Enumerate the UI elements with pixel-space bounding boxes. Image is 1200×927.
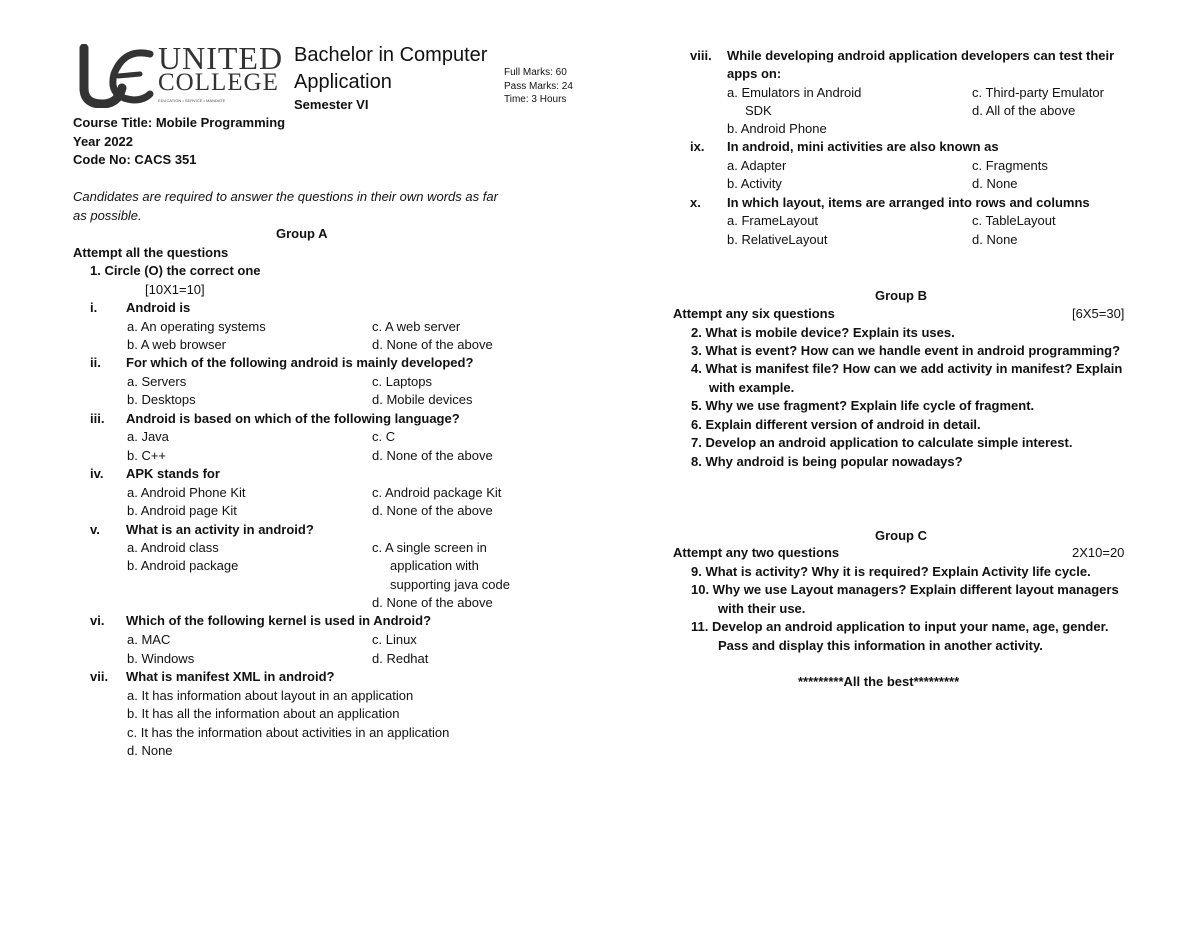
option-d: d. None (972, 232, 1018, 247)
group-a-attempt: Attempt all the questions (73, 245, 229, 260)
option-a: a. Android Phone Kit (127, 485, 246, 500)
group-b-title: Group B (875, 288, 927, 303)
logo-line-united: UNITED (158, 40, 284, 76)
option-b: b. Android Phone (727, 121, 827, 136)
question-text: In which layout, items are arranged into rows and columns (727, 195, 1090, 210)
question-text: Which of the following kernel is used in Android? (126, 613, 432, 628)
option-b: b. C++ (127, 448, 167, 463)
option-a: a. Emulators in Android (727, 85, 862, 100)
question-text-cont: apps on: (727, 66, 782, 81)
option-b: b. Android page Kit (127, 503, 237, 518)
semester-label: Semester VI (294, 97, 369, 112)
option-c: c. C (372, 429, 396, 444)
question-num: ix. (690, 139, 705, 154)
option-d: d. None of the above (372, 448, 493, 463)
option-c-cont: supporting java code (390, 577, 510, 592)
logo-tagline: EDUCATION • SERVICE • MANDATE (158, 98, 226, 103)
group-c-question: 9. What is activity? Why it is required? Explain Activity life cycle. (691, 564, 1091, 579)
option-c: c. A web server (372, 319, 461, 334)
option-b: b. RelativeLayout (727, 232, 828, 247)
group-b-question: 7. Develop an android application to calculate simple interest. (691, 435, 1073, 450)
option-d: d. All of the above (972, 103, 1076, 118)
question-num: x. (690, 195, 701, 210)
instructions-line2: as possible. (73, 208, 142, 223)
group-b-question: 2. What is mobile device? Explain its uses. (691, 325, 955, 340)
group-b-marks: [6X5=30] (1072, 306, 1125, 321)
group-b-question: 8. Why android is being popular nowadays? (691, 454, 963, 469)
group-c-title: Group C (875, 528, 927, 543)
question-text: For which of the following android is mainly developed? (126, 355, 474, 370)
college-emblem-icon (78, 44, 154, 108)
option-c: c. TableLayout (972, 213, 1056, 228)
group-c-question: 10. Why we use Layout managers? Explain different layout managers (691, 582, 1119, 597)
option-b: b. Desktops (127, 392, 196, 407)
group-b-question: 6. Explain different version of android in detail. (691, 417, 981, 432)
option-d: d. Redhat (372, 651, 429, 666)
option-d: d. None of the above (372, 595, 493, 610)
group-a-q1: 1. Circle (O) the correct one (90, 263, 261, 278)
option-c: c. It has the information about activities in an application (127, 725, 450, 740)
option-b: b. It has all the information about an application (127, 706, 400, 721)
question-text: Android is (126, 300, 191, 315)
option-c-cont: application with (390, 558, 479, 573)
group-c-attempt: Attempt any two questions (673, 545, 840, 560)
option-a: a. MAC (127, 632, 171, 647)
question-text: While developing android application developers can test their (727, 48, 1115, 63)
question-text: Android is based on which of the following language? (126, 411, 460, 426)
question-num: ii. (90, 355, 101, 370)
course-title: Course Title: Mobile Programming (73, 115, 286, 130)
group-b-question: 3. What is event? How can we handle event in android programming? (691, 343, 1121, 358)
option-c: c. Laptops (372, 374, 432, 389)
program-title-line1: Bachelor in Computer (294, 44, 488, 66)
option-c: c. Third-party Emulator (972, 85, 1104, 100)
option-a: a. Adapter (727, 158, 787, 173)
option-d: d. Mobile devices (372, 392, 473, 407)
group-c-question: 11. Develop an android application to input your name, age, gender. (691, 619, 1109, 634)
question-num: vii. (90, 669, 109, 684)
option-d: d. None of the above (372, 337, 493, 352)
closing-wish: *********All the best********* (798, 674, 960, 689)
group-c-question-cont: with their use. (718, 601, 806, 616)
college-logo (78, 40, 284, 108)
time-allowed: Time: 3 Hours (504, 94, 567, 105)
question-num: i. (90, 300, 98, 315)
option-b: b. Android package (127, 558, 239, 573)
option-a: a. Android class (127, 540, 219, 555)
option-a: a. It has information about layout in an application (127, 688, 414, 703)
course-code: Code No: CACS 351 (73, 152, 197, 167)
option-a: a. FrameLayout (727, 213, 819, 228)
option-a-cont: SDK (745, 103, 772, 118)
group-c-question-cont: Pass and display this information in another activity. (718, 638, 1043, 653)
option-b: b. A web browser (127, 337, 226, 352)
group-b-question: 5. Why we use fragment? Explain life cycle of fragment. (691, 398, 1035, 413)
option-b: b. Activity (727, 176, 782, 191)
question-num: iii. (90, 411, 105, 426)
option-d: d. None (972, 176, 1018, 191)
option-c: c. Linux (372, 632, 417, 647)
question-text: What is an activity in android? (126, 522, 314, 537)
pass-marks: Pass Marks: 24 (504, 81, 573, 92)
program-title-line2: Application (294, 71, 392, 93)
group-b-question: 4. What is manifest file? How can we add activity in manifest? Explain (691, 361, 1123, 376)
group-b-attempt: Attempt any six questions (673, 306, 835, 321)
option-c: c. Android package Kit (372, 485, 502, 500)
option-c: c. A single screen in (372, 540, 487, 555)
group-c-marks: 2X10=20 (1072, 545, 1125, 560)
option-d: d. None (127, 743, 173, 758)
question-num: iv. (90, 466, 104, 481)
group-a-marks: [10X1=10] (145, 282, 205, 297)
group-a-title: Group A (276, 226, 328, 241)
question-text: APK stands for (126, 466, 220, 481)
option-a: a. Java (127, 429, 169, 444)
question-text: What is manifest XML in android? (126, 669, 335, 684)
question-num: viii. (690, 48, 712, 63)
question-num: v. (90, 522, 100, 537)
question-num: vi. (90, 613, 105, 628)
logo-line-college: COLLEGE (158, 69, 279, 96)
exam-year: Year 2022 (73, 134, 134, 149)
group-b-question-cont: with example. (709, 380, 795, 395)
option-c: c. Fragments (972, 158, 1048, 173)
question-text: In android, mini activities are also known as (727, 139, 999, 154)
option-a: a. Servers (127, 374, 187, 389)
option-b: b. Windows (127, 651, 195, 666)
instructions-line1: Candidates are required to answer the questions in their own words as far (73, 189, 498, 204)
option-d: d. None of the above (372, 503, 493, 518)
option-a: a. An operating systems (127, 319, 266, 334)
full-marks: Full Marks: 60 (504, 67, 567, 78)
